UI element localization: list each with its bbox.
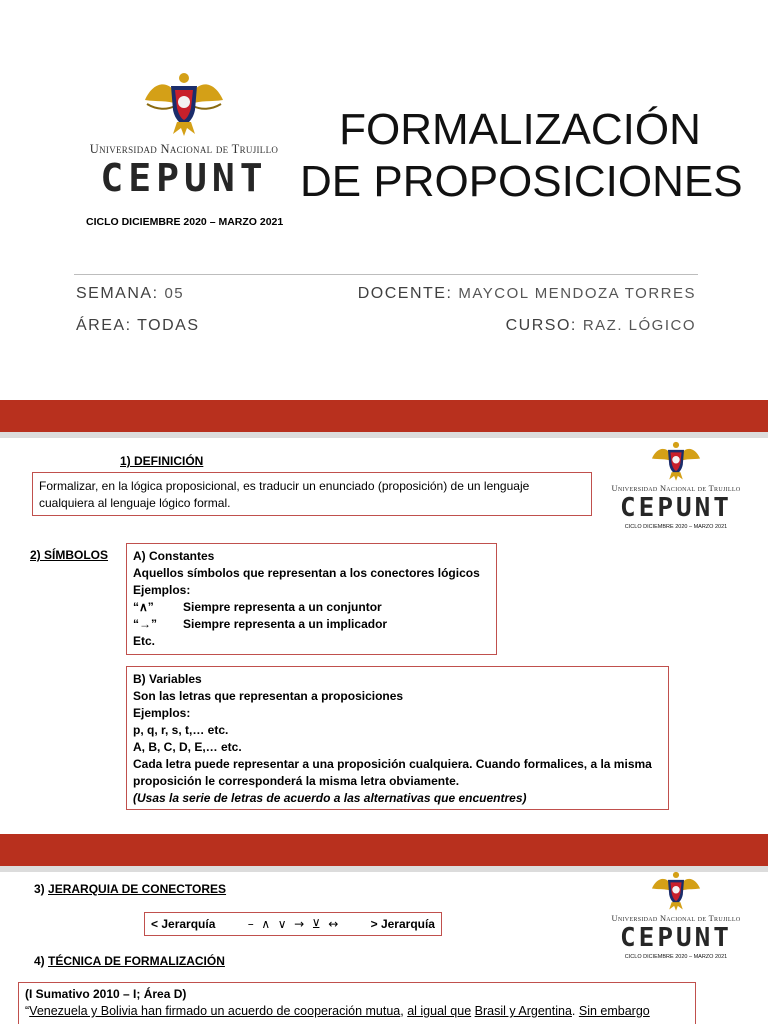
curso-value: RAZ. LÓGICO <box>582 317 696 334</box>
curso-field <box>506 317 696 335</box>
example-box <box>18 982 696 1024</box>
cycle-text: CICLO DICIEMBRE 2020 – MARZO 2021 <box>624 524 728 530</box>
cycle-text: CICLO DICIEMBRE 2020 – MARZO 2021 <box>86 216 284 228</box>
constants-title: A) Constantes <box>133 549 215 563</box>
symbols-heading: 2) SÍMBOLOS <box>30 548 109 562</box>
slide-separator-band <box>0 834 768 866</box>
university-name: Universidad Nacional de Trujillo <box>611 484 741 493</box>
hierarchy-heading: 3) JERARQUIA DE CONECTORES <box>34 882 227 896</box>
university-crest-icon <box>648 870 704 912</box>
example-part-4: Sin embargo <box>578 1004 650 1018</box>
divider <box>74 274 698 275</box>
title-line-2: DE PROPOSICIONES <box>300 157 743 206</box>
brand-name: CEPUNT <box>620 493 732 523</box>
cepunt-logo-small <box>596 440 756 530</box>
curso-label: CURSO: <box>505 317 577 334</box>
area-value: TODAS <box>137 317 200 334</box>
docente-label: DOCENTE: <box>357 285 453 302</box>
variables-title: B) Variables <box>133 672 202 686</box>
constants-examples: Ejemplos: <box>133 583 191 597</box>
semana-value: 05 <box>164 285 185 302</box>
slide-separator-band <box>0 400 768 432</box>
variables-note: (Usas la serie de letras de acuerdo a las alternativas que encuentres) <box>133 791 527 805</box>
docente-field <box>358 285 696 303</box>
university-crest-icon <box>648 440 704 482</box>
definition-heading: 1) DEFINICIÓN <box>120 454 204 468</box>
variables-box <box>126 666 669 810</box>
definition-line-1: Formalizar, en la lógica proposicional, es traducir un enunciado (proposición) de un lenguaje <box>39 479 530 493</box>
cycle-text: CICLO DICIEMBRE 2020 – MARZO 2021 <box>624 954 728 960</box>
variables-example-2: A, B, C, D, E,… etc. <box>133 740 242 754</box>
brand-name: CEPUNT <box>100 156 268 200</box>
area-field <box>76 317 200 335</box>
implies-symbol: “→” <box>133 617 157 631</box>
page-title <box>300 104 743 208</box>
example-part-2: al igual que <box>407 1004 472 1018</box>
hierarchy-low: < Jerarquía <box>151 916 216 931</box>
title-line-1: FORMALIZACIÓN <box>339 105 701 154</box>
constants-example-2: “→” Siempre representa a un implicador <box>133 617 388 631</box>
technique-heading: 4) TÉCNICA DE FORMALIZACIÓN <box>34 954 225 968</box>
cepunt-logo <box>64 70 304 199</box>
hierarchy-high: > Jerarquía <box>370 916 435 931</box>
slide-separator-shadow <box>0 432 768 438</box>
constants-etc: Etc. <box>133 634 156 648</box>
variables-examples: Ejemplos: <box>133 706 191 720</box>
university-name: Universidad Nacional de Trujillo <box>611 914 741 923</box>
example-source: (I Sumativo 2010 – I; Área D) <box>25 987 187 1001</box>
semana-label: SEMANA: <box>76 285 159 302</box>
definition-line-2: cualquiera al lenguaje lógico formal. <box>39 496 231 510</box>
definition-box <box>32 472 592 516</box>
cepunt-logo-small <box>596 870 756 960</box>
constants-desc: Aquellos símbolos que representan a los conectores lógicos <box>133 566 480 580</box>
variables-line-2: proposición le corresponderá la misma letra obviamente. <box>133 774 460 788</box>
example-part-1: Venezuela y Bolivia han firmado un acuerdo de cooperación mutua <box>29 1004 401 1018</box>
hierarchy-box <box>144 912 442 936</box>
constants-box <box>126 543 497 655</box>
hierarchy-symbols: – ∧ ∨ → ⊻ ↔ <box>247 916 339 931</box>
area-label: ÁREA: <box>76 317 132 334</box>
constants-example-1: “∧” Siempre representa a un conjuntor <box>133 600 382 614</box>
variables-desc: Son las letras que representan a proposiciones <box>133 689 404 703</box>
brand-name: CEPUNT <box>620 923 732 953</box>
variables-example-1: p, q, r, s, t,… etc. <box>133 723 229 737</box>
example-part-3: Brasil y Argentina <box>474 1004 572 1018</box>
university-name: Universidad Nacional de Trujillo <box>89 142 279 156</box>
university-crest-icon <box>139 70 229 138</box>
semana-field <box>76 285 184 303</box>
and-symbol: “∧” <box>133 600 154 614</box>
example-text: “Venezuela y Bolivia han firmado un acuerdo de cooperación mutua, al igual que Brasil y Argentina. Sin embargo <box>25 1004 650 1018</box>
docente-value: MAYCOL MENDOZA TORRES <box>458 285 696 302</box>
variables-line-1: Cada letra puede representar a una proposición cualquiera. Cuando formalices, a la misma <box>133 757 652 771</box>
